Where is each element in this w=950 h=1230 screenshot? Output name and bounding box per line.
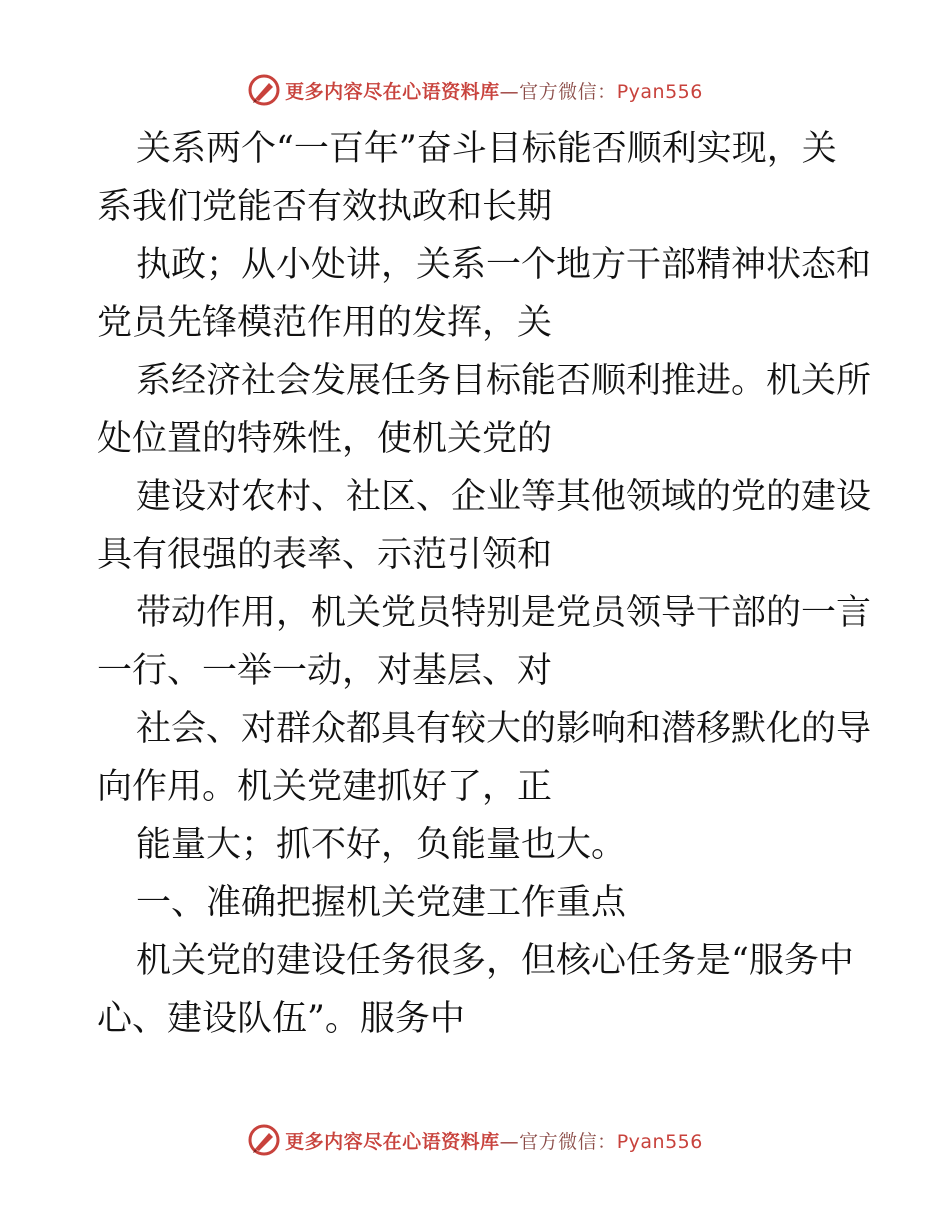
footer-banner-wechat-label: 官方微信： bbox=[519, 1130, 617, 1153]
header-banner-title: 更多内容尽在心语资料库 bbox=[285, 80, 500, 103]
body-line: 机关党的建设任务很多，但核心任务是“服务中 bbox=[136, 941, 854, 981]
header-banner-wechat-id: Pyan556 bbox=[616, 80, 703, 103]
header-banner bbox=[0, 70, 950, 110]
body-line: 系经济社会发展任务目标能否顺利推进。机关所 bbox=[136, 361, 872, 401]
body-line: 一行、一举一动，对基层、对 bbox=[97, 651, 553, 691]
body-line: 能量大；抓不好，负能量也大。 bbox=[136, 825, 627, 865]
body-line: 党员先锋模范作用的发挥，关 bbox=[97, 303, 553, 343]
body-line: 处位置的特殊性，使机关党的 bbox=[97, 419, 553, 459]
footer-banner-title: 更多内容尽在心语资料库 bbox=[285, 1130, 500, 1153]
body-line: 社会、对群众都具有较大的影响和潜移默化的导 bbox=[136, 709, 872, 749]
body-line: 心、建设队伍”。服务中 bbox=[97, 999, 465, 1039]
body-line: 建设对农村、社区、企业等其他领域的党的建设 bbox=[136, 477, 872, 517]
body-line: 具有很强的表率、示范引领和 bbox=[97, 535, 553, 575]
pen-logo-icon bbox=[247, 1123, 281, 1157]
footer-banner-text bbox=[285, 1127, 703, 1154]
footer-banner-wechat-id: Pyan556 bbox=[616, 1130, 703, 1153]
body-line: 关系两个“一百年”奋斗目标能否顺利实现，关 bbox=[136, 129, 837, 169]
header-banner-dash: — bbox=[499, 80, 520, 103]
section-heading: 一、准确把握机关党建工作重点 bbox=[136, 883, 627, 923]
body-line: 系我们党能否有效执政和长期 bbox=[97, 187, 553, 227]
header-banner-wechat-label: 官方微信： bbox=[519, 80, 617, 103]
footer-banner-dash: — bbox=[499, 1130, 520, 1153]
body-line: 执政；从小处讲，关系一个地方干部精神状态和 bbox=[136, 245, 872, 285]
pen-logo-icon bbox=[247, 73, 281, 107]
body-line: 向作用。机关党建抓好了，正 bbox=[97, 767, 553, 807]
document-body bbox=[97, 120, 872, 1048]
footer-banner bbox=[0, 1120, 950, 1160]
header-banner-text bbox=[285, 77, 703, 104]
body-line: 带动作用，机关党员特别是党员领导干部的一言 bbox=[136, 593, 872, 633]
